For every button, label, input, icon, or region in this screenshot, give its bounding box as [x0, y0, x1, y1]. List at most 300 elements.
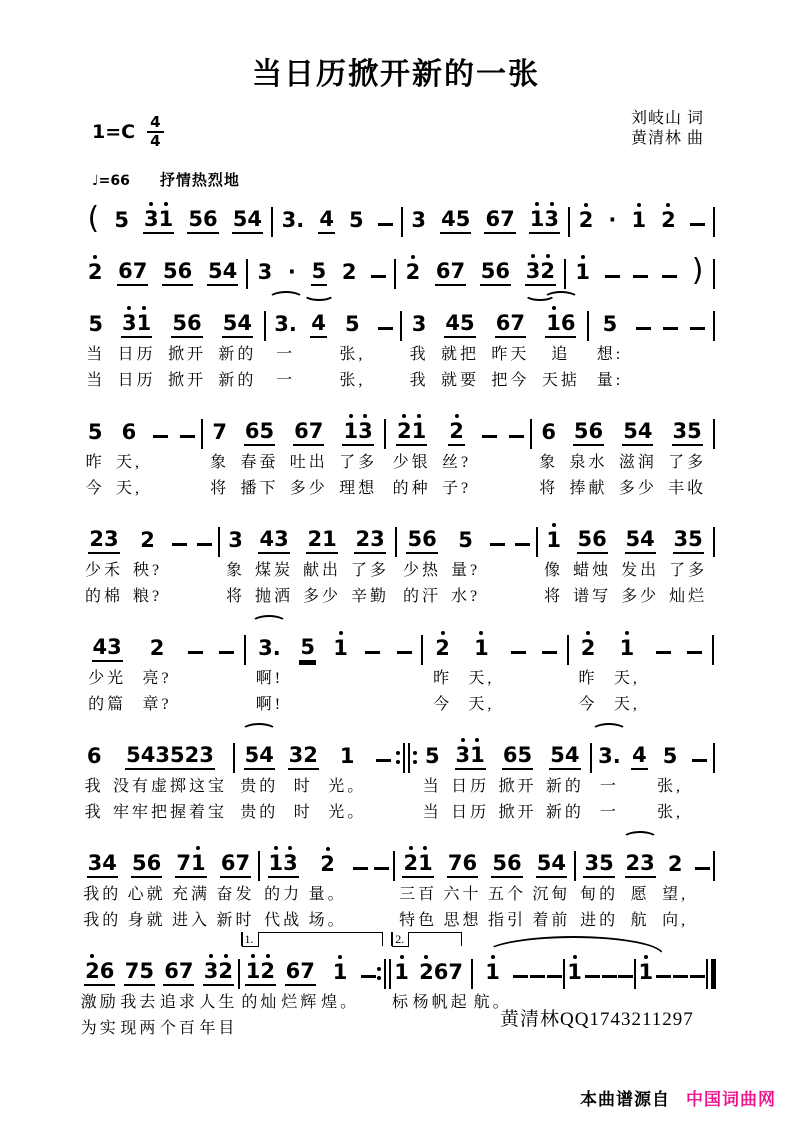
- note: 1 3: [268, 842, 299, 882]
- note-cell: [334, 250, 364, 290]
- lyric: 煌。: [321, 993, 360, 1011]
- lyric: 发出: [621, 561, 660, 579]
- note-cell: [485, 842, 529, 934]
- note: 5: [662, 744, 678, 768]
- note-cell: [320, 950, 360, 1042]
- note: 3 2: [525, 250, 556, 290]
- lyric: 一: [276, 371, 296, 389]
- lyric: 掀开: [168, 371, 207, 389]
- note: ·: [608, 208, 617, 232]
- barline: [712, 302, 716, 342]
- note-cell: [341, 198, 371, 238]
- note-cell: [371, 842, 392, 934]
- note: [172, 518, 187, 558]
- note: 3: [411, 312, 427, 336]
- lyric: 今: [85, 479, 105, 497]
- tempo-mark: ♩=66: [92, 172, 130, 189]
- note: 5 6: [162, 250, 193, 290]
- note-cell: [404, 198, 434, 238]
- note: 4: [318, 198, 335, 238]
- note: 2 6 7: [419, 960, 464, 984]
- lyric: 光。: [328, 777, 367, 795]
- lyric: 多少: [621, 587, 660, 605]
- note-cell: [291, 626, 324, 718]
- lyric: 子?: [441, 479, 472, 497]
- note-cell: [598, 250, 627, 290]
- note-cell: [664, 518, 712, 610]
- note-cell: [529, 842, 573, 934]
- note-cell: [80, 734, 108, 826]
- note-cell: [169, 842, 213, 934]
- lyric: 将: [210, 479, 230, 497]
- note: [188, 626, 203, 666]
- lyric: 少禾: [84, 561, 123, 579]
- note-cell: [364, 250, 393, 290]
- note-cell: [652, 734, 687, 826]
- lyric: 五个: [487, 885, 526, 903]
- lyric: 播下: [240, 479, 279, 497]
- note: 5 4: [622, 410, 653, 450]
- note-cell: [691, 842, 712, 934]
- lyric: 航: [630, 911, 650, 929]
- lyric: 追求: [159, 993, 198, 1011]
- note: 3 .: [281, 208, 305, 232]
- note-cell: [371, 198, 399, 238]
- note-cell: [134, 626, 179, 718]
- note-cell: [591, 302, 630, 394]
- lyricist-credit: 刘岐山 词: [630, 109, 704, 127]
- lyric: 想:: [596, 345, 624, 363]
- note: [656, 626, 671, 666]
- lyric: 昨: [85, 453, 105, 471]
- note: [663, 302, 678, 342]
- note-cell: [510, 518, 535, 610]
- lyric: 新时: [216, 911, 255, 929]
- note: [687, 626, 702, 666]
- note-cell: [396, 842, 440, 934]
- lyric: 献出: [303, 561, 342, 579]
- note: 5 6: [577, 518, 608, 558]
- lyric: 理想: [339, 479, 378, 497]
- note: [378, 198, 393, 238]
- note: 3 4: [87, 842, 118, 882]
- note-cell: [284, 410, 333, 502]
- note-cell: [688, 734, 712, 826]
- note: 1: [333, 636, 348, 660]
- barline: [713, 842, 716, 882]
- lyric: 时: [293, 803, 313, 821]
- note: 6 7: [163, 950, 194, 990]
- note-cell: [570, 626, 605, 718]
- note-cell: [626, 734, 652, 826]
- time-signature: [147, 112, 163, 151]
- note: 1: [339, 744, 355, 768]
- note: [605, 250, 620, 290]
- note: [378, 302, 393, 342]
- note: 5 4: [244, 734, 275, 774]
- note: [376, 734, 391, 774]
- barline: [711, 250, 716, 290]
- note-cell: [391, 950, 412, 1042]
- lyric: 特色: [399, 911, 438, 929]
- note-cell: [283, 734, 324, 826]
- note: 2: [149, 636, 165, 660]
- note-cell: [571, 198, 601, 238]
- note: [153, 410, 168, 450]
- note: [515, 518, 530, 558]
- note-cell: [213, 842, 257, 934]
- lyric: 昨: [433, 669, 453, 687]
- verse-line-4: [80, 626, 716, 718]
- note-cell: [434, 198, 478, 238]
- lyric: 泉水: [569, 453, 608, 471]
- note: 6 7: [484, 198, 515, 238]
- lyric: 量?: [451, 561, 481, 579]
- note: 2 3: [354, 518, 385, 558]
- lyric: 我: [409, 345, 429, 363]
- lyric: 天,: [468, 669, 495, 687]
- note-cell: [657, 302, 684, 394]
- lyric: 丰收: [668, 479, 707, 497]
- note: 5 6: [491, 842, 522, 882]
- note-cell: [107, 198, 137, 238]
- note-cell: [80, 302, 111, 394]
- note-cell: [298, 518, 346, 610]
- note: 1 2: [245, 950, 276, 990]
- note-cell: [280, 250, 304, 290]
- lyric: 着前: [532, 911, 571, 929]
- note-cell: [613, 410, 662, 502]
- note-cell: [221, 518, 250, 610]
- note-cell: [304, 250, 334, 290]
- note-cell: [629, 302, 656, 394]
- note-cell: [124, 842, 168, 934]
- note: 1: [638, 960, 654, 984]
- lyric: 将: [226, 587, 246, 605]
- lyric: 年目: [199, 1019, 238, 1037]
- note: 6 7: [220, 842, 251, 882]
- note: 5: [311, 250, 328, 290]
- note: 4: [631, 734, 648, 774]
- lyric: 三百: [399, 885, 438, 903]
- lyric: 少银: [392, 453, 431, 471]
- note: 2: [580, 636, 596, 660]
- note-cell: [522, 198, 566, 238]
- barline: [711, 626, 716, 666]
- lyric: 了多: [669, 561, 708, 579]
- verse-line-5: [80, 734, 716, 826]
- note-cell: [494, 734, 541, 826]
- score: [80, 198, 716, 1042]
- key-signature: [92, 112, 164, 151]
- lyric: 就要: [441, 371, 480, 389]
- note: [482, 410, 497, 450]
- lyric: 今: [578, 695, 598, 713]
- note-cell: [606, 626, 648, 718]
- note: [513, 950, 528, 990]
- note-cell: [235, 410, 284, 502]
- note-cell: [627, 250, 656, 290]
- note: 3: [228, 528, 243, 552]
- note: [542, 626, 557, 666]
- note-cell: [655, 250, 684, 290]
- note: 1 6: [545, 302, 576, 342]
- note: [662, 250, 677, 290]
- lyric: 牢牢把握着宝: [113, 803, 228, 821]
- note-cell: [280, 950, 320, 1042]
- footer: [580, 1085, 776, 1110]
- lyric: 一: [599, 777, 619, 795]
- note-cell: [477, 410, 503, 502]
- lyric: 新的: [545, 803, 584, 821]
- note: 2 1: [402, 842, 433, 882]
- note-cell: [624, 198, 654, 238]
- lyric: 我: [409, 371, 429, 389]
- lyric: 日历: [117, 371, 156, 389]
- volta-2.: [391, 931, 470, 1042]
- note-cell: [128, 518, 167, 610]
- lyric: 亮?: [142, 669, 172, 687]
- note: 5 4: [222, 302, 253, 342]
- note-cell: [236, 734, 283, 826]
- lyric: 灿烂: [669, 587, 708, 605]
- lyric: 天,: [613, 669, 640, 687]
- note: 6 5: [244, 410, 275, 450]
- barline: [712, 734, 716, 774]
- lyric: 象: [539, 453, 559, 471]
- intro-line-1: [80, 198, 716, 238]
- lyric: 将: [544, 587, 564, 605]
- note-cell: [616, 518, 664, 610]
- note: [585, 950, 600, 990]
- note-cell: [305, 842, 349, 934]
- lyric: 啊!: [255, 695, 284, 713]
- lyric: 场。: [308, 911, 347, 929]
- note: 6 7: [117, 250, 148, 290]
- note: 2: [87, 260, 103, 284]
- verse-line-6: [80, 842, 716, 934]
- note: (: [87, 201, 100, 236]
- note-cell: [199, 950, 239, 1042]
- note: 1: [474, 636, 489, 660]
- note: 5: [114, 208, 129, 232]
- barline: [395, 734, 418, 774]
- lyric: 身就: [127, 911, 166, 929]
- lyric: 今: [433, 695, 453, 713]
- note-cell: [663, 410, 712, 502]
- note: 5: [88, 312, 104, 336]
- lyric: 当: [422, 777, 442, 795]
- note: [197, 518, 212, 558]
- lyric: 烂辉: [281, 993, 320, 1011]
- note: 7: [212, 420, 227, 444]
- note: 1: [332, 960, 348, 984]
- barline: [712, 518, 716, 558]
- note: 3: [257, 260, 273, 284]
- verse-line-3: [80, 518, 716, 610]
- footer-source-prefix: 本曲谱源自: [580, 1090, 670, 1109]
- note: 1: [575, 260, 590, 284]
- note-cell: [473, 250, 518, 290]
- lyric: 了多: [351, 561, 390, 579]
- note-cell: [648, 626, 679, 718]
- note: 3 .: [597, 734, 622, 774]
- note-cell: [108, 734, 231, 826]
- note: 6 5: [502, 734, 533, 774]
- note: [371, 250, 386, 290]
- note: [656, 950, 671, 990]
- lyric: 进的: [580, 911, 619, 929]
- note: 2 1: [396, 410, 427, 450]
- lyric: 心就: [127, 885, 166, 903]
- note-cell: [679, 626, 710, 718]
- time-signature-denominator: 4: [150, 132, 161, 151]
- volta-label: 2.: [392, 932, 409, 947]
- note-cell: [485, 518, 510, 610]
- volta-1.: [241, 931, 392, 1042]
- note: 1 3: [342, 410, 373, 450]
- note: [673, 950, 688, 990]
- note: 5 6: [131, 842, 162, 882]
- lyric: 甸的: [580, 885, 619, 903]
- note: 5: [458, 528, 473, 552]
- lyric: 的棉: [84, 587, 123, 605]
- note-cell: [80, 518, 128, 610]
- note-cell: [403, 302, 434, 394]
- note-cell: [592, 734, 626, 826]
- note-cell: [485, 302, 535, 394]
- lyric: 现两: [120, 1019, 159, 1037]
- note-cell: [261, 842, 305, 934]
- note-cell: [568, 518, 616, 610]
- lyric: 愿: [630, 885, 650, 903]
- lyric: 日历: [451, 803, 490, 821]
- barline: [711, 198, 716, 238]
- note: 4 5: [440, 198, 471, 238]
- lyric: 天,: [613, 695, 640, 713]
- note: 6: [86, 744, 102, 768]
- note: 2: [341, 260, 357, 284]
- note-cell: [577, 842, 621, 934]
- note-cell: [357, 626, 388, 718]
- note: 5 6: [171, 302, 202, 342]
- lyric: 六十: [443, 885, 482, 903]
- note-cell: [211, 626, 242, 718]
- note-cell: [425, 626, 460, 718]
- lyric: 追: [551, 345, 571, 363]
- note: 4 3: [92, 626, 123, 666]
- lyric: 象: [210, 453, 230, 471]
- note-cell: [478, 198, 522, 238]
- note-cell: [428, 250, 473, 290]
- lyric: 辛勤: [351, 587, 390, 605]
- lyric: 掀开: [498, 777, 537, 795]
- note: [511, 626, 526, 666]
- note: 2: [435, 636, 450, 660]
- barline: [706, 950, 716, 990]
- lyric: 杨帆起: [412, 993, 470, 1011]
- note: 2: [320, 852, 335, 876]
- note-cell: [536, 302, 586, 394]
- note-cell: [539, 518, 568, 610]
- note: 5 4: [232, 198, 263, 238]
- note-cell: [241, 950, 281, 1042]
- lyric: 当: [422, 803, 442, 821]
- note-cell: [204, 410, 234, 502]
- note-cell: [446, 734, 493, 826]
- note-cell: [137, 198, 181, 238]
- lyric: 望,: [662, 885, 689, 903]
- lyric: 张,: [657, 803, 684, 821]
- note: 5 6: [406, 518, 437, 558]
- lyric: 张,: [657, 777, 684, 795]
- note-cell: [683, 198, 711, 238]
- lyric: 日历: [451, 777, 490, 795]
- note: [490, 518, 505, 558]
- note: [695, 842, 710, 882]
- note-cell: [80, 950, 120, 1042]
- lyric: 天掂: [541, 371, 580, 389]
- note: 3 5: [583, 842, 614, 882]
- lyric: 抛洒: [255, 587, 294, 605]
- lyric: 就把: [441, 345, 480, 363]
- lyric: 张,: [339, 345, 366, 363]
- note: 2: [405, 260, 421, 284]
- note: 5 6: [480, 250, 511, 290]
- note-cell: [324, 626, 357, 718]
- meta-row: [92, 109, 704, 169]
- note-cell: [460, 626, 502, 718]
- note: 1: [631, 208, 647, 232]
- lyric: 捧献: [569, 479, 608, 497]
- note-cell: [371, 734, 395, 826]
- note: 5 4: [536, 842, 567, 882]
- note: 6 7: [293, 410, 324, 450]
- verse-line-2: [80, 410, 716, 502]
- lyric: 人生: [199, 993, 238, 1011]
- intro-line-2: [80, 250, 716, 290]
- note: 7 6: [447, 842, 478, 882]
- song-title: 当日历掀开新的一张: [252, 58, 540, 91]
- note-cell: [412, 950, 471, 1042]
- note: [530, 950, 545, 990]
- note-cell: [503, 626, 534, 718]
- note: 2: [661, 208, 676, 232]
- note: 7 1: [175, 842, 206, 882]
- lyric: 的汗: [403, 587, 442, 605]
- note: [636, 302, 651, 342]
- note-cell: [360, 950, 377, 1042]
- volta-label: 1.: [242, 932, 259, 947]
- lyric: 水?: [451, 587, 481, 605]
- note: [690, 950, 705, 990]
- note: 3 1: [143, 198, 174, 238]
- lyric: 新的: [218, 371, 257, 389]
- lyric: 秧?: [132, 561, 163, 579]
- note-cell: [436, 410, 476, 502]
- lyric: 向,: [662, 911, 689, 929]
- note-cell: [398, 250, 428, 290]
- note-cell: [621, 842, 659, 934]
- note: 2: [667, 852, 683, 876]
- note-cell: [80, 842, 124, 934]
- note-cell: [181, 198, 225, 238]
- note: 6 7: [285, 950, 316, 990]
- note: 5 4: [549, 734, 580, 774]
- lyric: 多少: [618, 479, 657, 497]
- note-cell: [274, 198, 312, 238]
- note: 5: [424, 744, 440, 768]
